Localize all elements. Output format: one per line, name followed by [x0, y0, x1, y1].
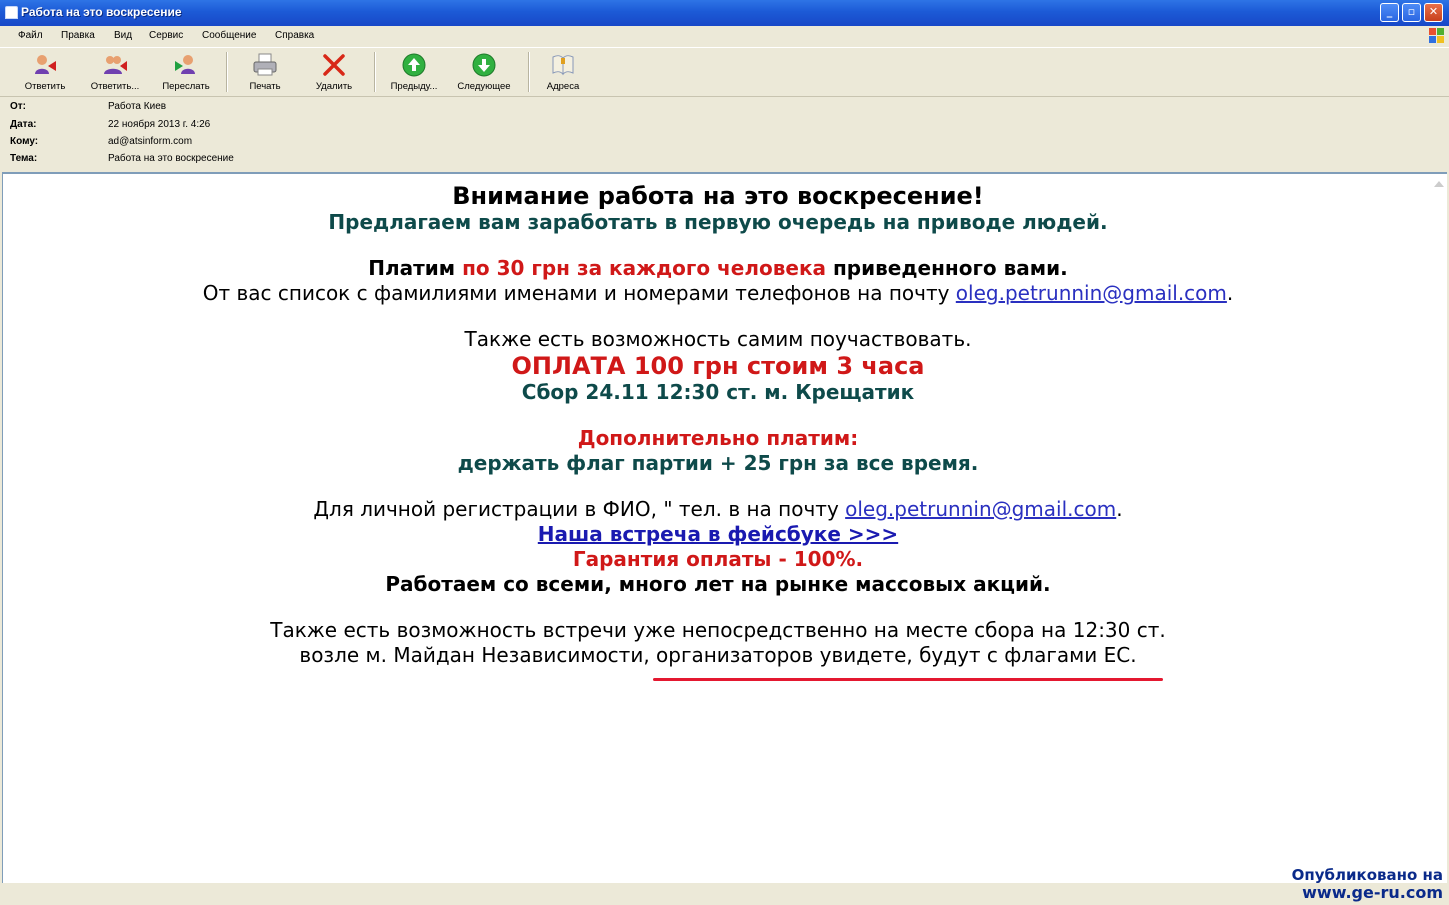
subject-label: Тема:	[10, 153, 38, 164]
watermark-line-1: Опубликовано на	[1291, 866, 1443, 884]
registration-line	[3, 497, 1433, 522]
scroll-up-arrow[interactable]	[1434, 177, 1444, 187]
guarantee-line: Гарантия оплаты - 100%.	[572, 547, 864, 571]
watermark-line-2: www.ge-ru.com	[1302, 883, 1443, 902]
toolbar-separator	[226, 52, 228, 92]
to-value[interactable]: ad@atsinform.com	[108, 136, 193, 147]
reply-button[interactable]	[14, 50, 76, 94]
watermark	[1292, 867, 1443, 901]
pay-highlight: по 30 грн за каждого человека	[462, 256, 827, 280]
delete-label: Удалить	[315, 81, 353, 92]
toolbar	[0, 48, 1449, 97]
next-button[interactable]	[450, 50, 518, 94]
menu-message[interactable]: Сообщение	[202, 30, 257, 41]
previous-label: Предыду...	[390, 81, 438, 92]
subheadline: Предлагаем вам заработать в первую очередь на приводе людей.	[328, 210, 1108, 234]
window-titlebar	[0, 0, 1449, 26]
forward-label: Переслать	[162, 81, 210, 92]
maximize-button[interactable]: ▫	[1402, 3, 1421, 22]
list-text: От вас список с фамилиями именами и номерами телефонов на почту	[202, 281, 956, 305]
menu-tools[interactable]: Сервис	[149, 30, 184, 41]
date-value: 22 ноября 2013 г. 4:26	[108, 119, 211, 130]
print-button[interactable]	[238, 50, 292, 94]
menu-edit[interactable]: Правка	[61, 30, 95, 41]
meeting-line	[3, 522, 1433, 547]
from-label: От:	[10, 101, 27, 112]
address-book-icon	[550, 52, 576, 78]
next-label: Следующее	[457, 81, 511, 92]
arrow-down-icon	[471, 52, 497, 78]
gathering-line: Сбор 24.11 12:30 ст. м. Крещатик	[521, 380, 915, 404]
menu-bar	[0, 26, 1449, 48]
message-content	[3, 182, 1433, 668]
registration-email-link[interactable]: oleg.petrunnin@gmail.com	[845, 497, 1117, 521]
delete-button[interactable]	[306, 50, 362, 94]
message-body[interactable]	[2, 172, 1447, 883]
meet-line-1: Также есть возможность встречи уже непосредственно на месте сбора на 12:30 ст.	[270, 618, 1166, 642]
reply-label: Ответить	[24, 81, 66, 92]
red-annotation-underline	[653, 678, 1163, 681]
print-label: Печать	[249, 81, 281, 92]
meet-line-2: возле м. Майдан Независимости, организаторов увидете, будут с флагами ЕС.	[299, 643, 1137, 667]
headline: Внимание работа на это воскресение!	[452, 182, 984, 210]
date-label: Дата:	[10, 119, 37, 130]
toolbar-separator	[528, 52, 530, 92]
reply-icon	[32, 52, 58, 78]
extra-text: держать флаг партии + 25 грн за все время.	[457, 451, 979, 475]
extra-title: Дополнительно платим:	[577, 426, 859, 450]
registration-period: .	[1116, 497, 1123, 521]
delete-icon	[321, 52, 347, 78]
addresses-label: Адреса	[546, 81, 580, 92]
pay-suffix: приведенного вами.	[826, 256, 1068, 280]
list-period: .	[1226, 281, 1234, 305]
previous-button[interactable]	[381, 50, 447, 94]
pay-line	[3, 256, 1433, 281]
pay-prefix: Платим	[368, 256, 463, 280]
message-header	[0, 97, 1449, 171]
close-button[interactable]: ✕	[1424, 3, 1443, 22]
window-title: Работа на это воскресение	[21, 5, 182, 19]
toolbar-separator	[374, 52, 376, 92]
reply-all-button[interactable]	[82, 50, 148, 94]
email-link[interactable]: oleg.petrunnin@gmail.com	[955, 281, 1227, 305]
windows-flag-icon	[1429, 28, 1445, 44]
menu-help[interactable]: Справка	[275, 30, 315, 41]
printer-icon	[252, 52, 278, 78]
menu-view[interactable]: Вид	[114, 30, 133, 41]
minimize-button[interactable]: _	[1380, 3, 1399, 22]
facebook-meeting-link[interactable]: Наша встреча в фейсбуке >>>	[537, 522, 899, 546]
addresses-button[interactable]	[538, 50, 588, 94]
reply-all-icon	[102, 52, 128, 78]
to-label: Кому:	[10, 136, 39, 147]
participate-line: Также есть возможность самим поучаствовать.	[464, 327, 972, 351]
registration-text: Для личной регистрации в ФИО, " тел. в на почту	[313, 497, 846, 521]
subject-value: Работа на это воскресение	[108, 153, 234, 164]
arrow-up-icon	[401, 52, 427, 78]
reply-all-label: Ответить...	[90, 81, 140, 92]
list-line	[3, 281, 1433, 306]
work-all-line: Работаем со всеми, много лет на рынке массовых акций.	[385, 572, 1051, 596]
from-value[interactable]: Работа Киев	[108, 101, 167, 112]
menu-file[interactable]: Файл	[18, 30, 43, 41]
payment-line: ОПЛАТА 100 грн стоим 3 часа	[511, 352, 925, 380]
forward-icon	[173, 52, 199, 78]
message-window-icon	[5, 6, 18, 19]
forward-button[interactable]	[155, 50, 217, 94]
status-strip	[0, 883, 1449, 905]
